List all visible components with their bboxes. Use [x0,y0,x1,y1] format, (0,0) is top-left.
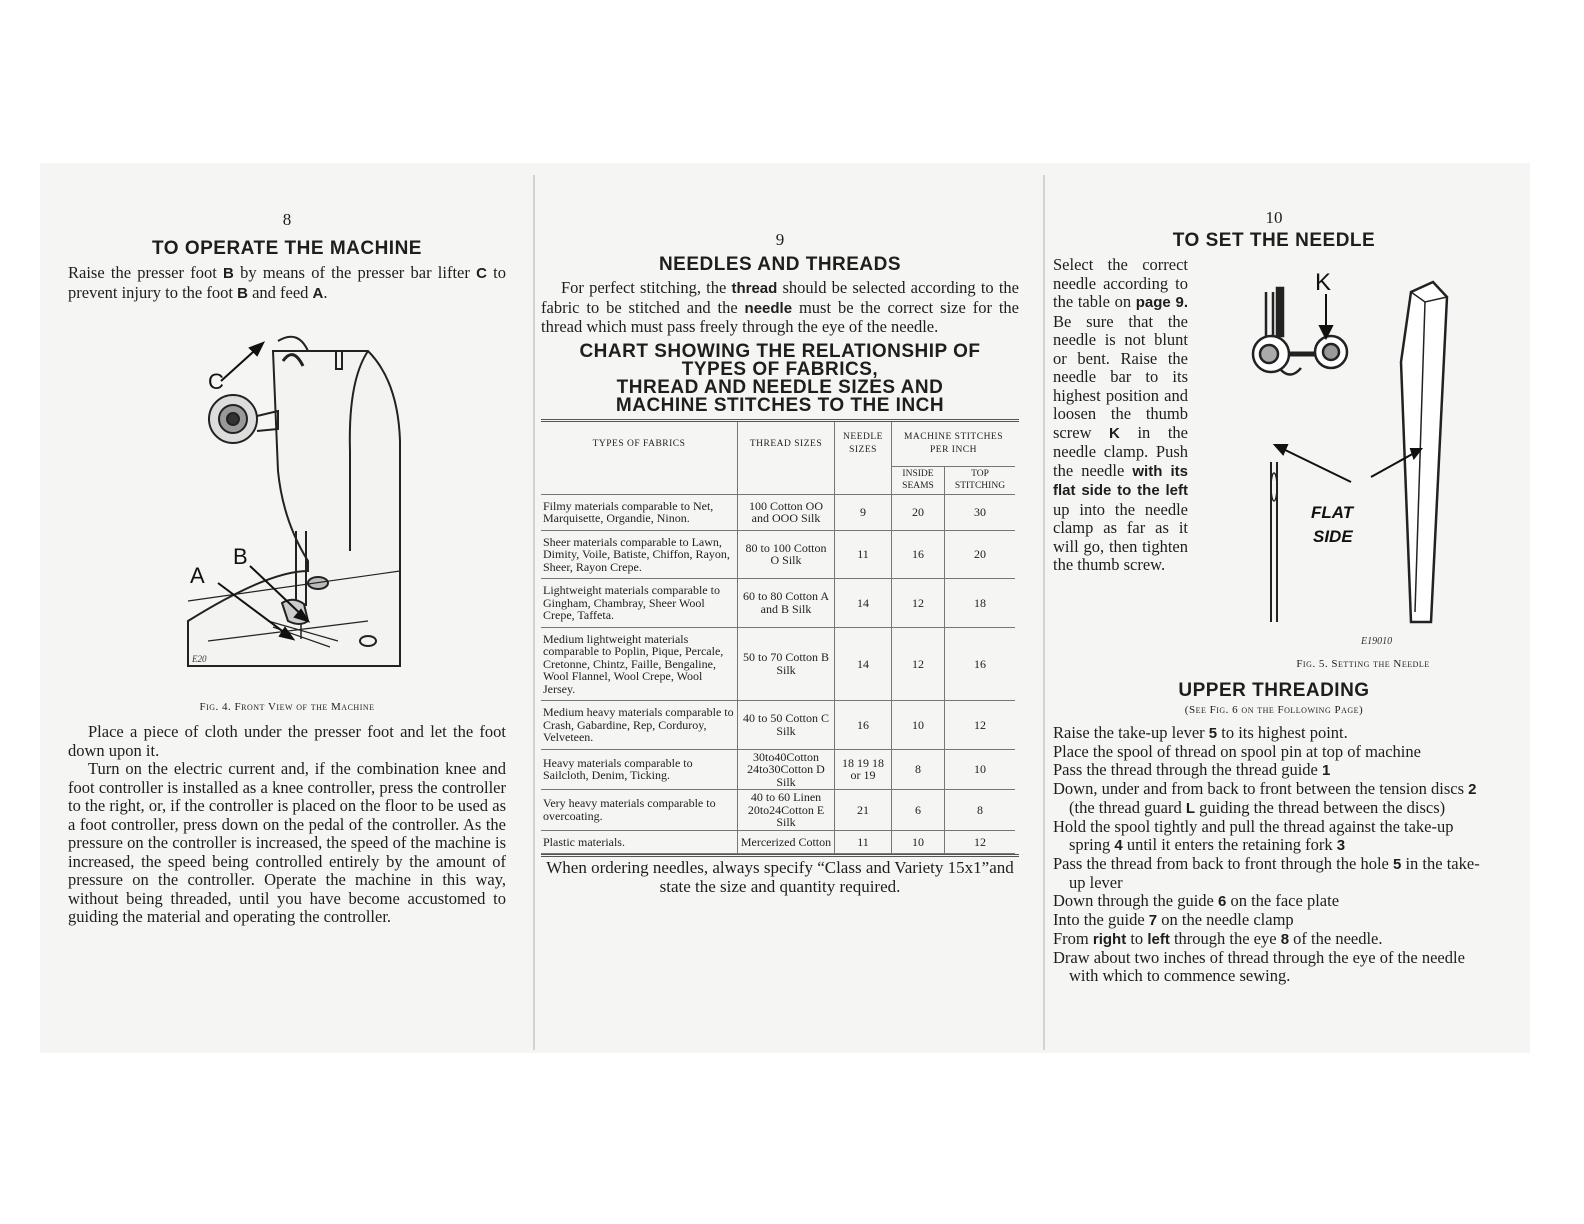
figure-caption: Fig. 5. Setting the Needle [1296,658,1430,670]
figure-caption: Fig. 4. Front View of the Machine [199,701,375,713]
header-fabrics: TYPES OF FABRICS [541,422,738,467]
threading-step: Raise the take-up lever 5 to its highest point. [1053,723,1348,742]
cell-fabric: Heavy materials comparable to Sailcloth, Denim, Ticking. [541,749,738,790]
cell-inside: 6 [892,790,945,831]
header-thread: THREAD SIZES [738,422,835,467]
cell-fabric: Plastic materials. [541,830,738,854]
table-row [541,830,1015,854]
cell-fabric: Medium heavy materials comparable to Crash, Gabardine, Rep, Corduroy, Velveteen. [541,701,738,750]
cell-needle: 11 [835,830,892,854]
threading-step: Hold the spool tightly and pull the thread against the take-up spring 4 until it enters the retaining fork 3 [1053,817,1454,854]
threading-step: Pass the thread from back to front through the hole 5 in the take-up lever [1053,854,1480,892]
cell-inside: 8 [892,749,945,790]
label-k: K [1315,269,1332,296]
threading-step: From right to left through the eye 8 of the needle. [1053,929,1383,948]
table-row [541,579,1015,628]
header-top: TOP STITCHING [945,466,1016,494]
cell-thread: 40 to 50 Cotton C Silk [738,701,835,750]
threading-step: Down through the guide 6 on the face plate [1053,891,1340,910]
header-stitches: MACHINE STITCHES PER INCH [903,432,1004,455]
section-title: TO OPERATE THE MACHINE [152,238,422,259]
fold-line-right [1043,175,1045,1050]
cell-thread: 60 to 80 Cotton A and B Silk [738,579,835,628]
intro-paragraph: For perfect stitching, the thread should be selected according to the fabric to be stitched and the needle must be the correct size for the thread which must pass freely through the eye of the needle. [541,278,1019,336]
cell-inside: 16 [892,530,945,579]
paragraph-cloth: Place a piece of cloth under the presser foot and let the foot down upon it. [68,722,506,760]
page-9 [541,230,1019,896]
threading-step: Draw about two inches of thread through the eye of the needle with which to commence sewing. [1053,948,1465,985]
cell-fabric: Lightweight materials comparable to Gingham, Chambray, Sheer Wool Crepe, Taffeta. [541,579,738,628]
cell-thread: 80 to 100 Cotton O Silk [738,530,835,579]
threading-step: Down, under and from back to front between the tension discs 2 (the thread guard L guiding the thread between the discs) [1053,779,1477,817]
table-row [541,790,1015,831]
table-row [541,627,1015,701]
threading-step: Pass the thread through the thread guide 1 [1053,760,1331,779]
cell-inside: 12 [892,627,945,701]
cell-top: 18 [945,579,1016,628]
cell-top: 30 [945,494,1016,530]
section-title: NEEDLES AND THREADS [658,254,902,275]
cell-thread: 100 Cotton OO and OOO Silk [738,494,835,530]
figure-code: E19010 [1361,636,1393,647]
cell-thread: 50 to 70 Cotton B Silk [738,627,835,701]
table-row [541,701,1015,750]
page-number: 10 [1265,208,1283,227]
upper-threading-title: UPPER THREADING [1178,680,1370,701]
label-a: A [190,563,205,588]
cell-top: 16 [945,627,1016,701]
table-row [541,749,1015,790]
page-number: 9 [775,230,785,249]
header-needle: NEEDLE SIZES [835,422,892,467]
paragraph-controller: Turn on the electric current and, if the combination knee and foot controller is installed as a knee controller, press the controller to the right, or, if the controller is placed on the floor to be used as a foot controller, press down on the pedal of the controller. As the pressure on the controller is increased, the speed of the machine is increased, the speed being controlled entirely by the amount of pressure on the controller. Operate the machine in this way, without being threaded, until you have become accustomed to guiding the material and operating the controller. [68,759,506,926]
cell-fabric: Very heavy materials comparable to overcoating. [541,790,738,831]
cell-needle: 18 19 18 or 19 [835,749,892,790]
cell-inside: 10 [892,701,945,750]
threading-steps [1053,724,1495,985]
page-8 [68,210,506,927]
cell-needle: 16 [835,701,892,750]
cell-top: 8 [945,790,1016,831]
label-c: C [208,369,224,394]
figure-code: E20 [192,654,207,664]
set-needle-paragraph: Select the correct needle according to the table on page 9. Be sure that the needle is not blunt or bent. Raise the needle bar to its highest position and loosen the thumb screw K in the needle clamp. Push the needle with its flat side to the left up into the needle clamp as far as it will go, then tighten the thumb screw. [1053,255,1189,574]
cell-thread: 40 to 60 Linen 20to24Cotton E Silk [738,790,835,831]
cell-top: 12 [945,701,1016,750]
cell-inside: 10 [892,830,945,854]
intro-paragraph: Raise the presser foot B by means of the presser bar lifter C to prevent injury to the foot B and feed A. [68,263,506,302]
table-row [541,530,1015,579]
label-side: SIDE [1313,527,1353,546]
cell-thread: 30to40Cotton 24to30Cotton D Silk [738,749,835,790]
table-row [541,494,1015,530]
chart-title: CHART SHOWING THE RELATIONSHIP OF TYPES OF FABRICS, THREAD AND NEEDLE SIZES AND MACHINE STITCHES TO THE INCH [579,340,981,416]
section-title: TO SET THE NEEDLE [1172,230,1376,251]
cell-needle: 14 [835,579,892,628]
threading-step: Into the guide 7 on the needle clamp [1053,910,1294,929]
machine-front-view-figure [68,321,506,691]
cell-needle: 21 [835,790,892,831]
page-number: 8 [282,210,292,229]
threading-step: Place the spool of thread on spool pin at top of machine [1053,742,1421,761]
cell-top: 10 [945,749,1016,790]
cell-top: 12 [945,830,1016,854]
cell-top: 20 [945,530,1016,579]
cell-fabric: Filmy materials comparable to Net, Marquisette, Organdie, Ninon. [541,494,738,530]
ordering-note: When ordering needles, always specify “Class and Variety 15x1”and state the size and quantity required. [546,858,1014,896]
cell-fabric: Sheer materials comparable to Lawn, Dimity, Voile, Batiste, Chiffon, Rayon, Sheer, Rayon Crepe. [541,530,738,579]
fold-line-left [533,175,535,1050]
cell-fabric: Medium lightweight materials comparable to Poplin, Pique, Percale, Cretonne, Chintz, Faille, Bengaline, Wool Flannel, Wool Crepe, Wool Jersey. [541,627,738,701]
upper-threading-subtitle: (See Fig. 6 on the Following Page) [1184,704,1364,716]
cell-needle: 9 [835,494,892,530]
page-10 [1053,208,1495,985]
needle-setting-figure [1211,262,1481,647]
cell-thread: Mercerized Cotton [738,830,835,854]
cell-inside: 20 [892,494,945,530]
cell-needle: 11 [835,530,892,579]
label-flat: FLAT [1311,503,1354,522]
cell-needle: 14 [835,627,892,701]
header-inside: INSIDE SEAMS [892,466,945,494]
label-b: B [233,544,248,569]
fabric-needle-chart [541,422,1015,855]
cell-inside: 12 [892,579,945,628]
